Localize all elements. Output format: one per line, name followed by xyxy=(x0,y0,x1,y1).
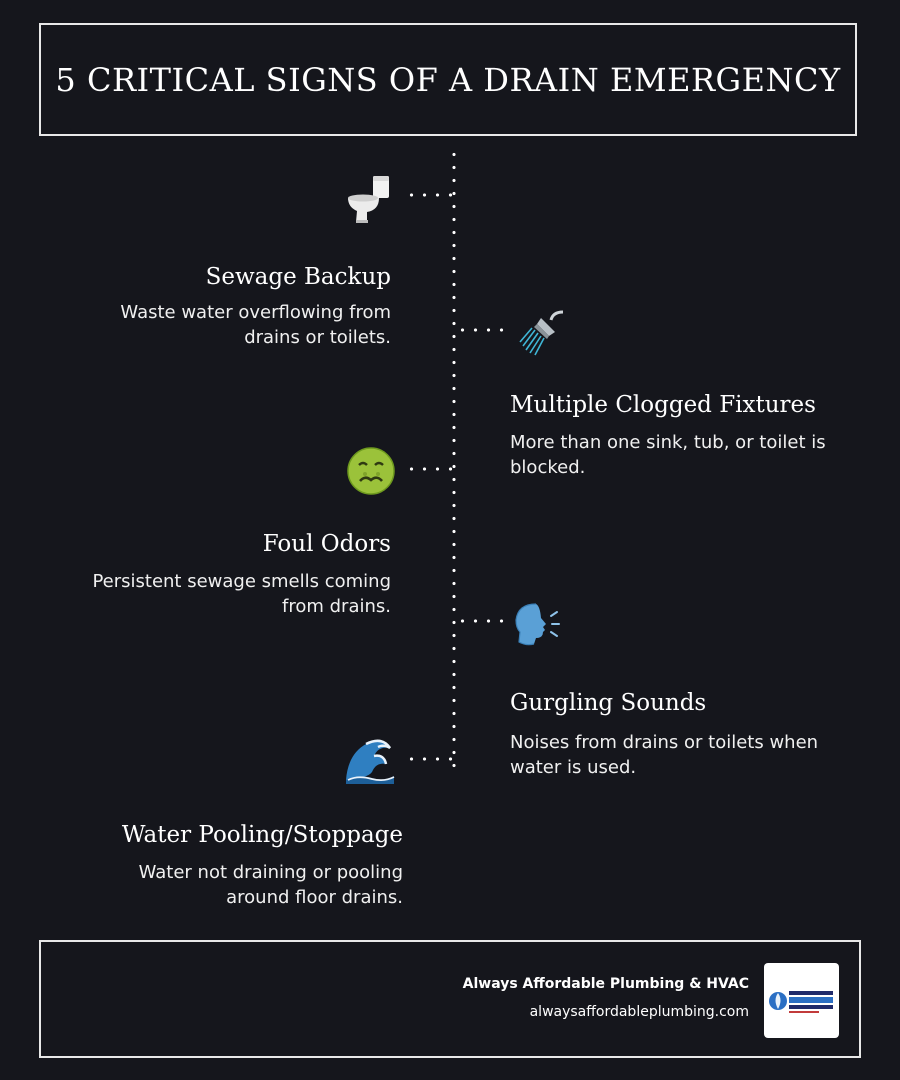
company-name: Always Affordable Plumbing & HVAC xyxy=(462,976,749,992)
sign-desc-sewage-backup: Waste water overflowing from drains or toilets. xyxy=(120,302,391,348)
toilet-icon xyxy=(343,174,395,226)
water-wave-icon xyxy=(344,734,396,786)
page-title: 5 CRITICAL SIGNS OF A DRAIN EMERGENCY xyxy=(55,60,841,99)
connector-3 xyxy=(405,467,453,471)
sign-title-multiple-clogged-fixtures: Multiple Clogged Fixtures xyxy=(510,392,816,418)
sign-title-foul-odors: Foul Odors xyxy=(262,531,391,557)
connector-1 xyxy=(405,193,453,197)
header-box xyxy=(39,23,857,136)
sign-desc-foul-odors: Persistent sewage smells coming from drains. xyxy=(92,571,391,617)
connector-5 xyxy=(405,757,453,761)
shower-icon xyxy=(515,306,567,358)
sign-title-gurgling-sounds: Gurgling Sounds xyxy=(510,690,707,716)
sign-title-water-pooling: Water Pooling/Stoppage xyxy=(121,822,403,848)
speaking-head-icon xyxy=(510,598,562,650)
sign-desc-water-pooling: Water not draining or pooling around floor drains. xyxy=(138,862,403,908)
footer-box xyxy=(39,940,861,1058)
sign-desc-gurgling-sounds: Noises from drains or toilets when water is used. xyxy=(510,732,819,778)
company-website[interactable]: alwaysaffordableplumbing.com xyxy=(529,1004,749,1020)
timeline-line xyxy=(452,148,456,768)
sign-title-sewage-backup: Sewage Backup xyxy=(205,264,391,290)
connector-2 xyxy=(456,328,504,332)
nauseated-face-icon xyxy=(345,445,397,497)
connector-4 xyxy=(456,619,504,623)
sign-desc-multiple-clogged-fixtures: More than one sink, tub, or toilet is blocked. xyxy=(510,432,826,478)
company-logo-icon xyxy=(764,963,839,1038)
